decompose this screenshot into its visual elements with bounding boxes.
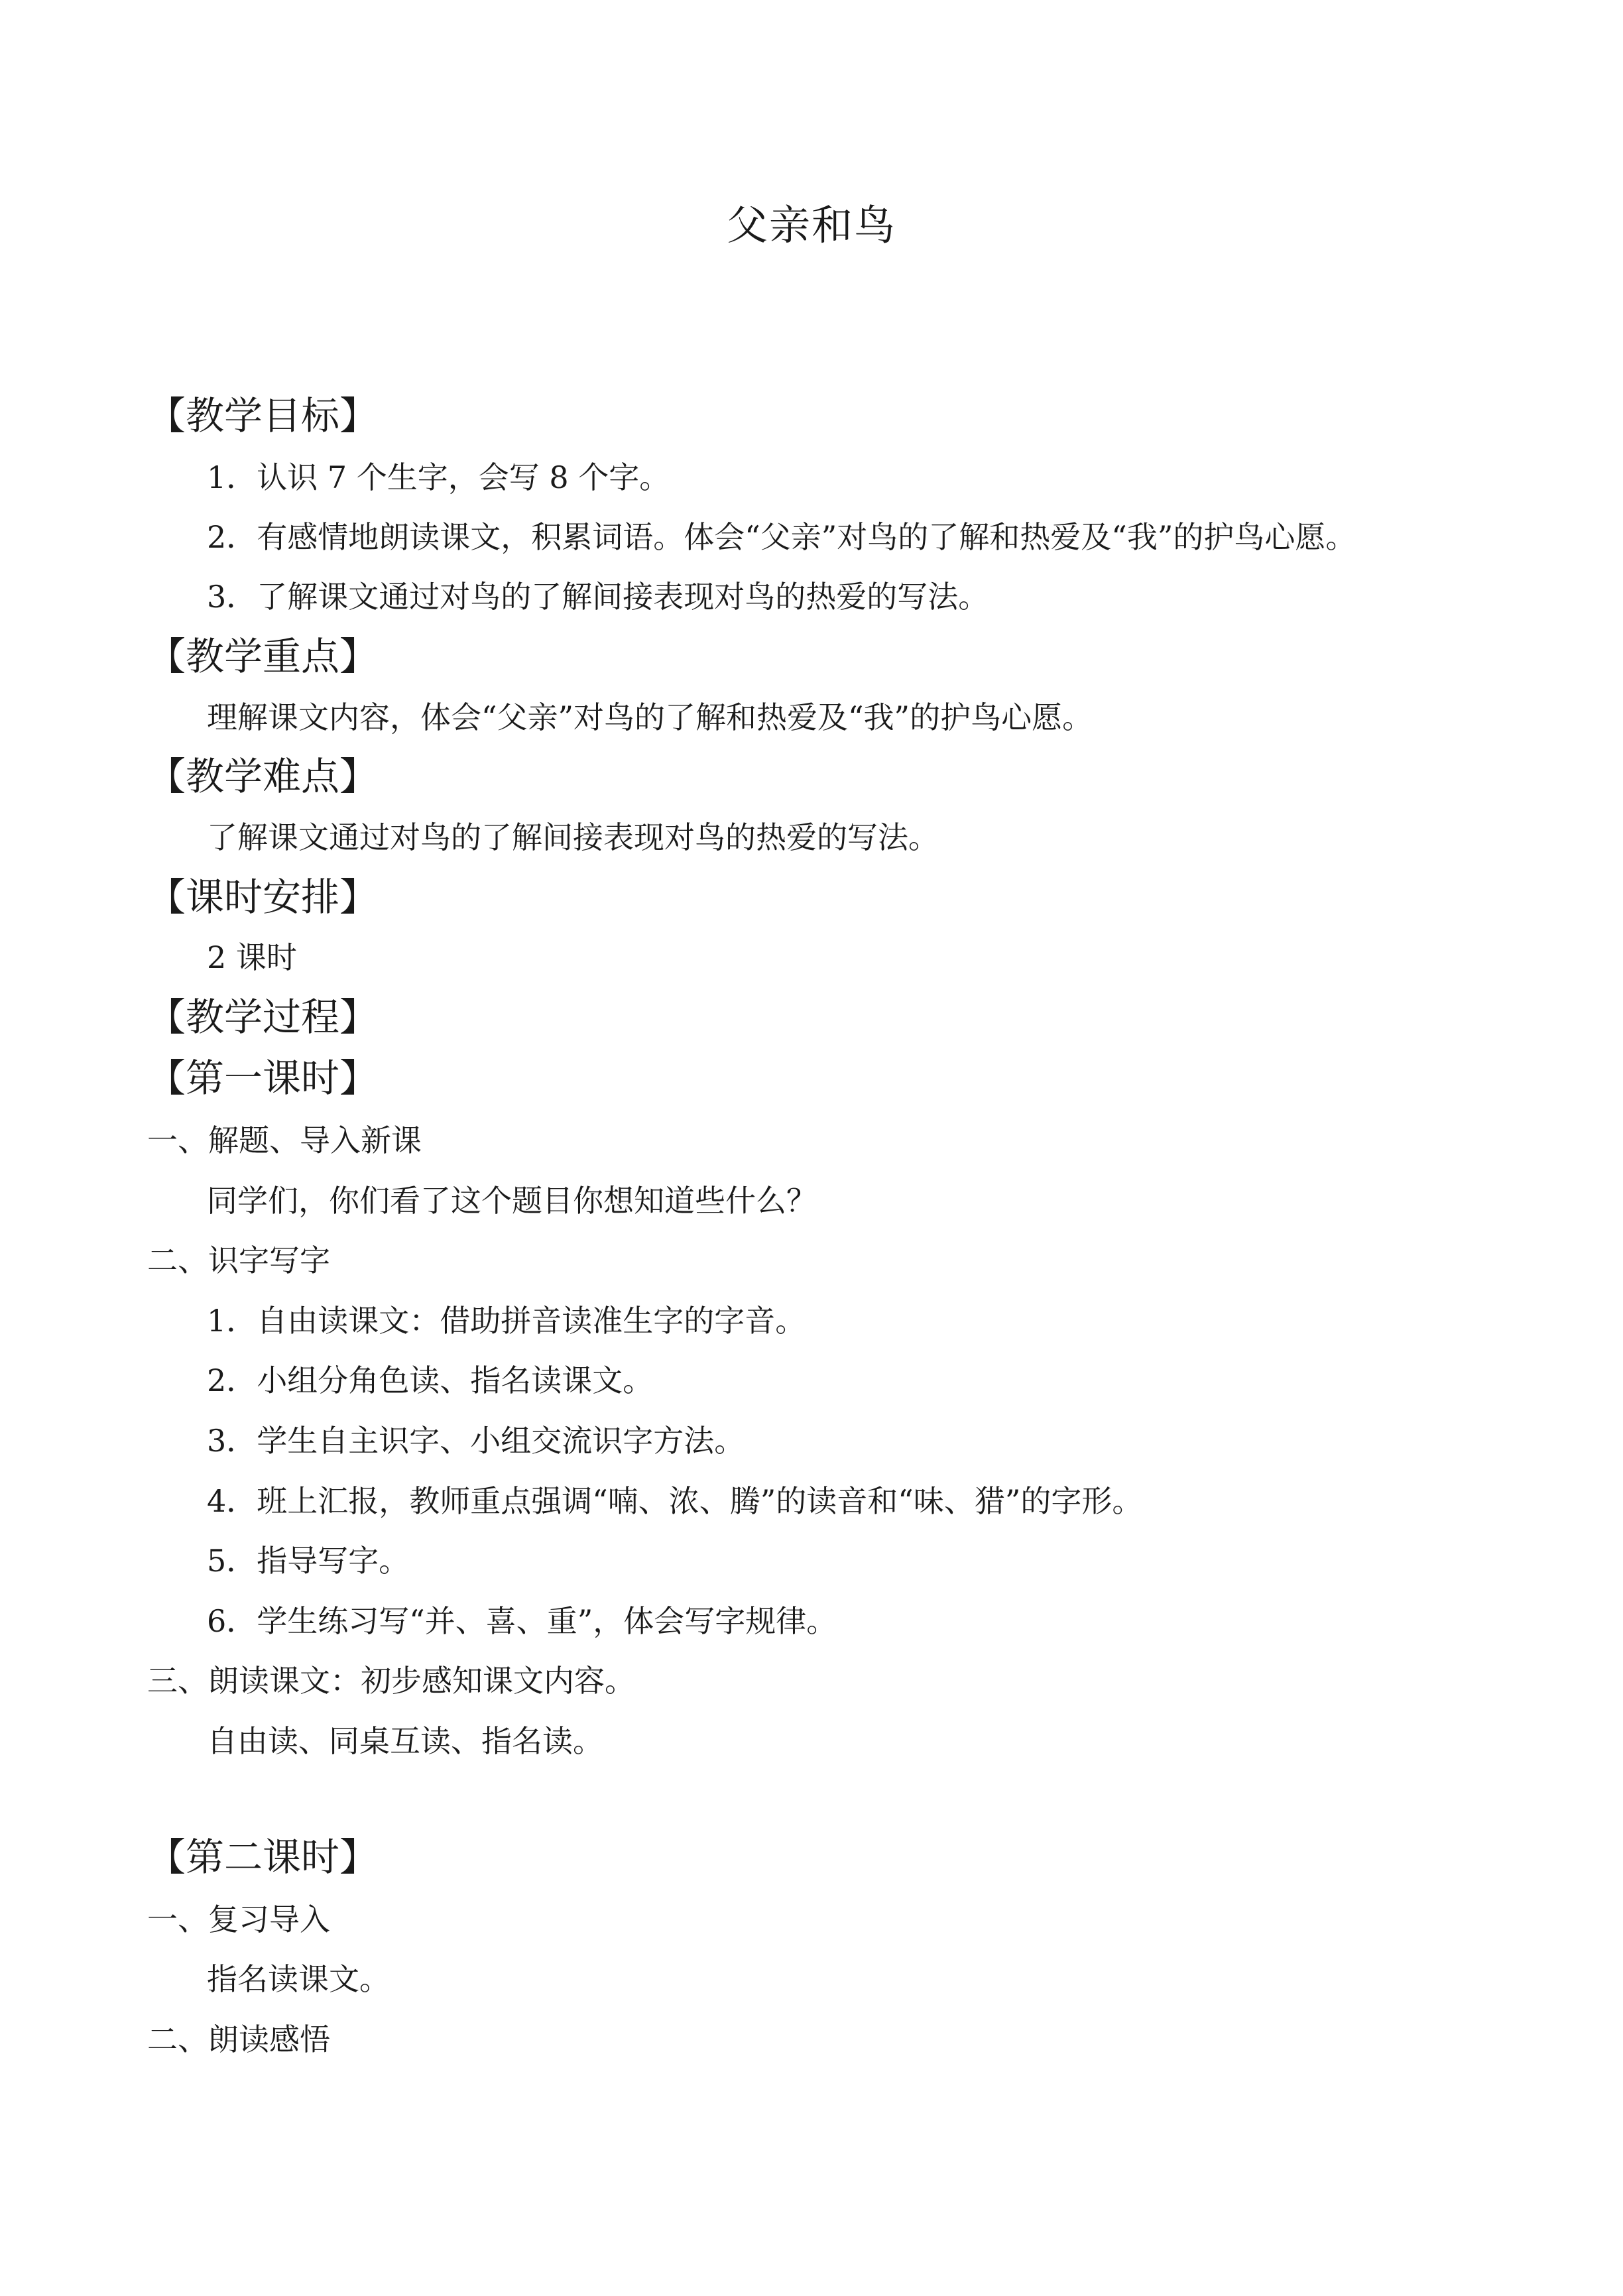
- literacy-item-6: 6．学生练习写“并、喜、重”，体会写字规律。: [207, 1603, 837, 1639]
- heading-lesson-1: 【第一课时】: [147, 1056, 379, 1101]
- review-text: 指名读课文。: [207, 1961, 390, 1997]
- heading-process: 【教学过程】: [147, 995, 379, 1040]
- schedule-text: 2 课时: [207, 939, 297, 975]
- document-title: 父亲和鸟: [726, 201, 896, 249]
- section-intro: 一、解题、导入新课: [147, 1122, 422, 1158]
- literacy-item-1: 1．自由读课文：借助拼音读准生字的字音。: [207, 1303, 806, 1339]
- section-reading-insight: 二、朗读感悟: [147, 2022, 330, 2057]
- literacy-item-4: 4．班上汇报，教师重点强调“喃、浓、腾”的读音和“味、猎”的字形。: [207, 1483, 1143, 1519]
- heading-key-points: 【教学重点】: [147, 634, 379, 679]
- difficulty-text: 了解课文通过对鸟的了解间接表现对鸟的热爱的写法。: [207, 819, 939, 855]
- section-reading: 三、朗读课文：初步感知课文内容。: [147, 1663, 635, 1699]
- heading-difficulties: 【教学难点】: [147, 754, 379, 799]
- heading-teaching-goals: 【教学目标】: [147, 393, 379, 438]
- literacy-item-5: 5．指导写字。: [207, 1543, 410, 1579]
- goal-item-2: 2．有感情地朗读课文，积累词语。体会“父亲”对鸟的了解和热爱及“我”的护鸟心愿。: [207, 519, 1356, 555]
- goal-item-3: 3．了解课文通过对鸟的了解间接表现对鸟的热爱的写法。: [207, 579, 989, 615]
- goal-item-1: 1．认识 7 个生字，会写 8 个字。: [207, 459, 670, 495]
- intro-question: 同学们，你们看了这个题目你想知道些什么？: [207, 1183, 817, 1219]
- heading-lesson-2: 【第二课时】: [147, 1835, 379, 1880]
- heading-schedule: 【课时安排】: [147, 875, 379, 920]
- section-review: 一、复习导入: [147, 1902, 330, 1937]
- literacy-item-2: 2．小组分角色读、指名读课文。: [207, 1362, 654, 1398]
- reading-text: 自由读、同桌互读、指名读。: [207, 1723, 603, 1759]
- key-point-text: 理解课文内容，体会“父亲”对鸟的了解和热爱及“我”的护鸟心愿。: [207, 699, 1093, 735]
- section-literacy: 二、识字写字: [147, 1242, 330, 1278]
- literacy-item-3: 3．学生自主识字、小组交流识字方法。: [207, 1423, 745, 1459]
